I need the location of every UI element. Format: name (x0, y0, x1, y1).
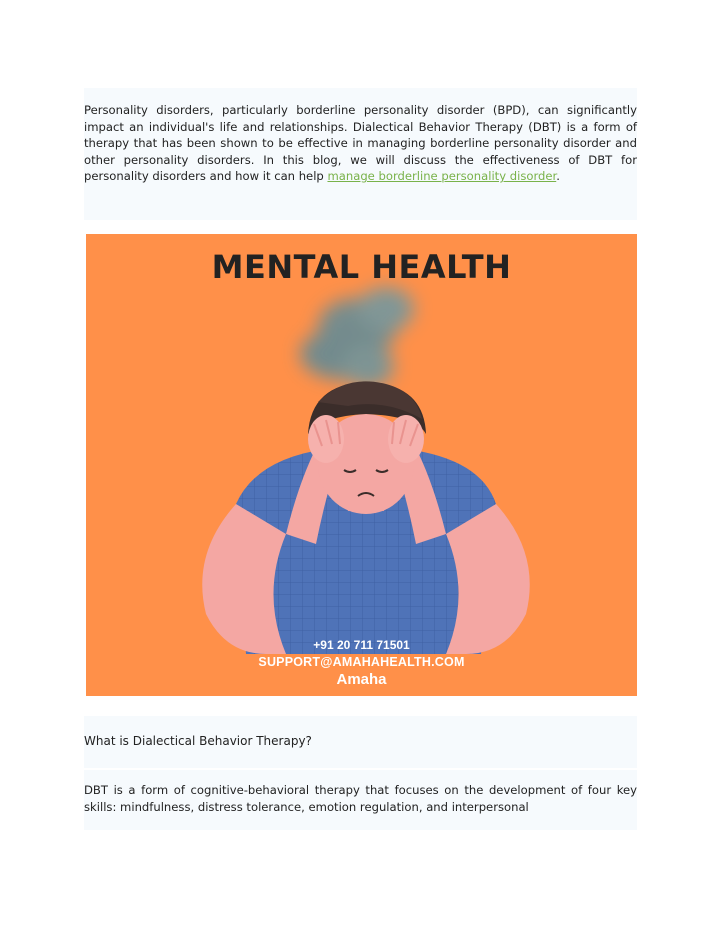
section-heading: What is Dialectical Behavior Therapy? (84, 734, 312, 748)
stressed-person-illustration (86, 234, 637, 696)
manage-bpd-link[interactable]: manage borderline personality disorder (327, 169, 557, 184)
banner-brand-logo: Amaha (336, 671, 387, 688)
banner-email: SUPPORT@AMAHAHEALTH.COM (258, 655, 465, 669)
banner-phone: +91 20 711 71501 (313, 638, 410, 652)
intro-block (84, 88, 637, 220)
section-body-block (84, 770, 637, 830)
intro-paragraph (84, 88, 637, 185)
section-heading-block (84, 716, 637, 768)
intro-end: . (556, 169, 560, 184)
intro-text: Personality disorders, particularly borderline personality disorder (BPD), can significantly impact an individual's life and relationships. Dialectical Behavior Therapy (DBT) is a form of therapy that has been shown to be effective in managing borderline personality disorder and other personality disorders. In this blog, we will discuss the effectiveness of DBT for personality disorders and how it can help (84, 103, 637, 184)
stress-cloud (300, 287, 414, 388)
mental-health-banner (86, 234, 637, 696)
banner-title: MENTAL HEALTH (211, 248, 512, 286)
section-paragraph: DBT is a form of cognitive-behavioral therapy that focuses on the development of four key skills: mindfulness, distress tolerance, emotion regulation, and interpersonal (84, 783, 637, 814)
